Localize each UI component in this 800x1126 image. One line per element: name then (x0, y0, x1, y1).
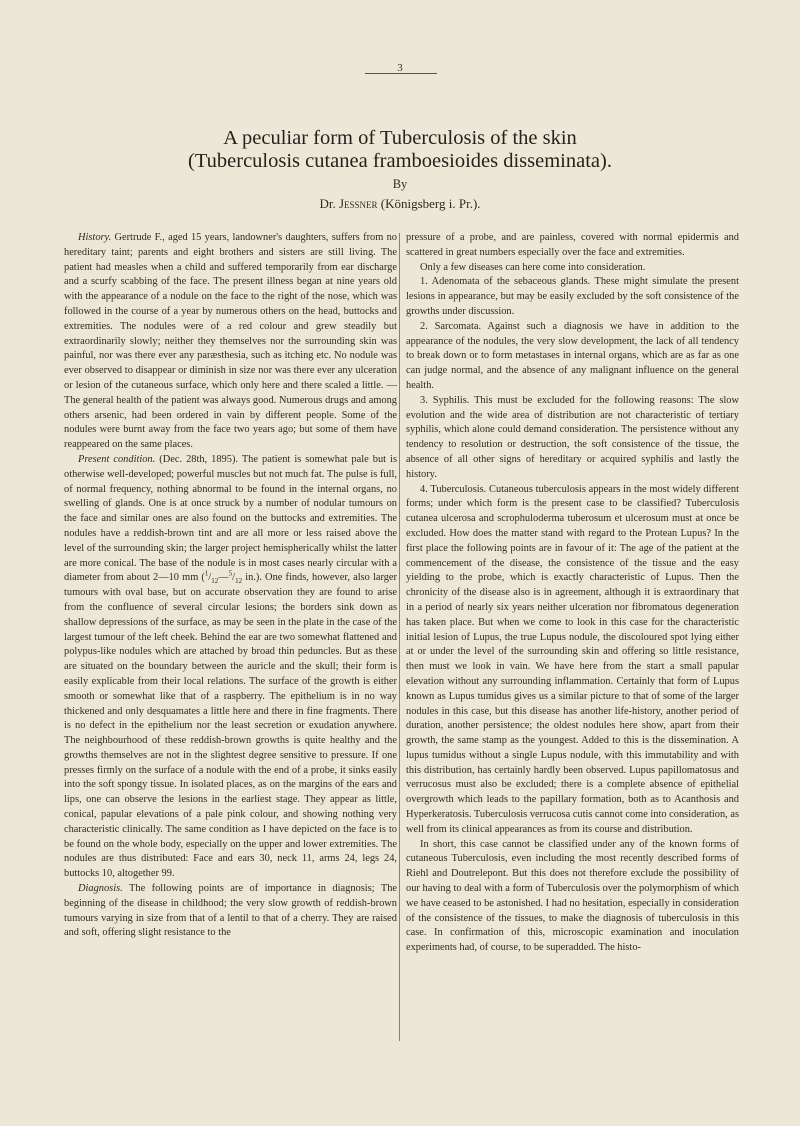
article-title (0, 127, 800, 173)
fraction-1-denominator: 12 (211, 577, 219, 586)
right-paragraph-tuberculosis: 4. Tuberculosis. Cutaneous tuberculosis appears in the most widely different forms; under which form is the present case to be classified? Tuberculosis cutanea ulcerosa and scrophuloderma tuberosum et ulcerosum must at once be excluded. How does the matter stand with regard to the Protean Lupus? In the first place the following points are in favour of it: The age of the patient at the commencement of the disease, the consistence of the tissue and the easy yielding to the probe, which is exactly characteristic of Lupus. Then the chronicity of the disease also is in agreement, although it is extraordinary that in a period of nearly six years neither ulceration nor fibromatous degeneration has taken place. But when we come to look in this case for the characteristic initial lesion of Lupus, the true Lupus nodule, the discoloured spot lying either at or under the level of the surrounding skin and offering so little resistance, then must we look in vain. We have here from the start a small papular elevation without any surrounding inflammation. Certainly that form of Lupus known as Lupus tumidus gives us a similar picture to that of some of the larger nodules in this case, but this disease has another life-history, another period of duration, another persistence; the oldest nodules here show, apart from their growth, the same stamp as the youngest. Added to this is the dissemination. A lupus tumidus without a single Lupus nodule, with this immutability and with this distribution, has certainly hardly been observed. Lupus papillomatosus and verrucosus must also be excluded; there is a complete absence of epithelial overgrowth which leads to the papillary formation, both as to Acanthosis and Hyperkeratosis. Tuberculosis verrucosa cutis cannot come into consideration, as well from its clinical appearances as from its course and distribution. (406, 483, 740, 835)
fraction-2-denominator: 12 (235, 577, 243, 586)
diagnosis-text: The following points are of importance in diagnosis; The beginning of the disease in childhood; the very slow growth of reddish-brown tumours varying in size from that of a lentil to that of a cherry. They are raised and soft, offering slight resistance to the (64, 883, 397, 939)
right-paragraph-2: Only a few diseases can here come into consideration. (420, 261, 646, 273)
history-text: Gertrude F., aged 15 years, landowner's daughters, suffers from no hereditary taint; parents and eight brothers and sisters are still living. The patient had measles when a child and suffered temporarily from ear discharge and a scurfy scabbing of the face. The present illness began at nine years old with the appearance of a nodule on the face to the right of the nose, which was followed in the course of a year by numerous others on the head, buttocks and extremities. The nodules were of a red colour and grew steadily but extraordinarily slowly; neither they themselves nor the surrounding skin was painful, nor was there ever any paræsthesia, such as itching etc. No nodule was ever observed to disappear or diminish in size nor was there ever any ulceration or lesion of the cutaneous surface, which only here and there scaled a little. — The general health of the patient was always good. Numerous drugs and among others arsenic, had been ordered in vain by different people. Some of the nodules were burnt away from the face two years ago; but some of them have reappeared on the same places. (64, 232, 397, 451)
right-paragraph-conclusion: In short, this case cannot be classified under any of the known forms of cutaneous Tuberculosis, even including the most recently described forms of Riehl and Doutrelepont. But this does not therefore exclude the possibility of our having to deal with a form of Tuberculosis over the polymorphism of which we have ceased to be astonished. I had no hesitation, especially in consideration of the consistence of the tissues, to make the diagnosis of tuberculosis in this case. In confirmation of this, microscopic examination and inoculation experiments had, of course, to be superadded. The histo- (406, 838, 739, 954)
right-paragraph-sarcomata: 2. Sarcomata. Against such a diagnosis we have in addition to the appearance of the nodules, the very slow development, the lack of all tendency to break down or to form metastases in internal organs, which are as far as one can judge normal, and the absence of any malignant influence on the general health. (406, 320, 739, 391)
present-condition-text-b: in.). One finds, however, also larger tumours with oval base, but on accurate observation they are found to arise from the confluence of several circular lesions; the borders sink down as shallow depressions of the surface, as may be seen in the plate in the case of the largest tumour of the left cheek. Behind the ear are two somewhat flattened and polypus-like nodules which are attached by broad thin peduncles. But as these are situated on the boundary between the auricle and the skull; their form is easily explicable from their local relations. The surface of the growth is either smooth or somewhat like that of a raspberry. The epithelium is in no way thickened and only desquamates a little here and there in fine fragments. There is no defect in the epithelium nor the least secretion or exudation anywhere. The neighbourhood of these reddish-brown growths is quite healthy and the growths themselves are not in the slightest degree sensitive to pressure. If one presses firmly on the surface of a nodule with the end of a probe, it sinks easily into the soft spongy tissue. In isolated places, as on the margins of the ears and lips, one can observe the lesions in the earliest stage. They appear as little, conical, papular elevations of a pale pink colour, and showing nothing very characteristic clinically. The same condition as I have depicted on the face is to be found on the whole body, especially on the upper and lower extremities. The nodules are thus distributed: Face and ears 30, neck 11, arms 24, legs 24, buttocks 10, altogether 99. (64, 572, 398, 880)
page-number: 3 (397, 62, 403, 74)
author-prefix: Dr. (319, 196, 339, 211)
diagnosis-heading: Diagnosis. (78, 883, 123, 895)
author-name: Jessner (338, 196, 378, 211)
present-condition-heading: Present condition. (78, 453, 156, 465)
diagnosis-paragraph (64, 882, 397, 941)
right-paragraph-adenomata: 1. Adenomata of the sebaceous glands. These might simulate the present lesions in appearance, but may be easily excluded by the soft consistence of the growths under discussion. (406, 276, 739, 317)
page-number-rule (365, 73, 437, 74)
right-paragraph-1: pressure of a probe, and are painless, covered with normal epidermis and scattered in great numbers especially over the face and extremities. (406, 232, 739, 258)
title-line-2: (Tuberculosis cutanea framboesioides disseminata). (188, 150, 612, 172)
fraction-dash: — (218, 572, 229, 584)
byline-by: By (392, 177, 408, 191)
right-paragraph-syphilis: 3. Syphilis. This must be excluded for the following reasons: The slow evolution and the wide area of distribution are not characteristic of tertiary syphilis, which alone could demand consideration. The persistence without any tendency to resolution or destruction, the soft consistence of the tissue, the absence of all other signs of hereditary or acquired syphilis and lastly the history. (406, 394, 739, 480)
column-divider (399, 233, 400, 1041)
right-column (406, 231, 739, 956)
byline-author (0, 196, 800, 212)
present-condition-text-a: (Dec. 28th, 1895). The patient is somewhat pale but is otherwise well-developed; powerful muscles but not much fat. The pulse is full, of normal frequency, nothing abnormal to be found in the internal organs, no swelling of glands. One is at once struck by a number of nodular tumours on the face and similar ones are also found on the buttocks and extremities. The nodules have a reddish-brown tint and are all more or less raised above the level of the surrounding skin; the larger project hemispherically whilst the latter are more conical. The base of the nodule is in most cases nearly circular with a diameter from about 2—10 mm ( (64, 453, 397, 584)
author-affiliation: (Königsberg i. Pr.). (377, 196, 481, 211)
present-condition-paragraph: Present condition. (Dec. 28th, 1895). The patient is somewhat pale but is otherwise well-developed; powerful muscles but not much fat. The pulse is full, of normal frequency, nothing abnormal to be found in the internal organs, no swelling of glands. One is at once struck by a number of nodular tumours on the face and similar ones are also found on the buttocks and extremities. The nodules have a reddish-brown tint and are all more or less raised above the level of the surrounding skin; the larger project hemispherically whilst the latter are more conical. The base of the nodule is in most cases nearly circular with a diameter from about 2—10 mm ($^1/_{12}—^5/_{12}$ in.). One finds, however, also larger tumours with oval base, but on accurate observation they are found to arise from the confluence of several circular lesions; the borders sink down as shallow depressions of the surface, as may be seen in the plate in the case of the largest tumour of the left cheek. Behind the ear are two somewhat flattened and polypus-like nodules which are attached by broad thin peduncles. But as these are situated on the boundary between the auricle and the skull; their form is easily explicable from their local relations. The surface of the growth is either smooth or somewhat like that of a raspberry. The epithelium is in no way thickened and only desquamates a little here and there in fine fragments. There is no defect in the epithelium nor the least secretion or exudation anywhere. The neighbourhood of these reddish-brown growths is quite healthy and the growths themselves are not in the slightest degree sensitive to pressure. If one presses firmly on the surface of a nodule with the end of a probe, it sinks easily into the soft spongy tissue. In isolated places, as on the margins of the ears and lips, one can observe the lesions in the earliest stage. They appear as little, conical, papular elevations of a pale pink colour, and showing nothing very characteristic clinically. The same condition as I have depicted on the face is to be found on the whole body, especially on the upper and lower extremities. The nodules are thus distributed: Face and ears 30, neck 11, arms 24, legs 24, buttocks 10, altogether 99. (64, 453, 398, 880)
fraction-1-numerator: 1 (204, 569, 209, 578)
history-heading: History. (78, 232, 112, 243)
title-line-1: A peculiar form of Tuberculosis of the skin (223, 127, 577, 149)
fraction-2-numerator: 5 (228, 569, 233, 578)
history-paragraph (64, 231, 397, 453)
left-column (64, 231, 397, 941)
